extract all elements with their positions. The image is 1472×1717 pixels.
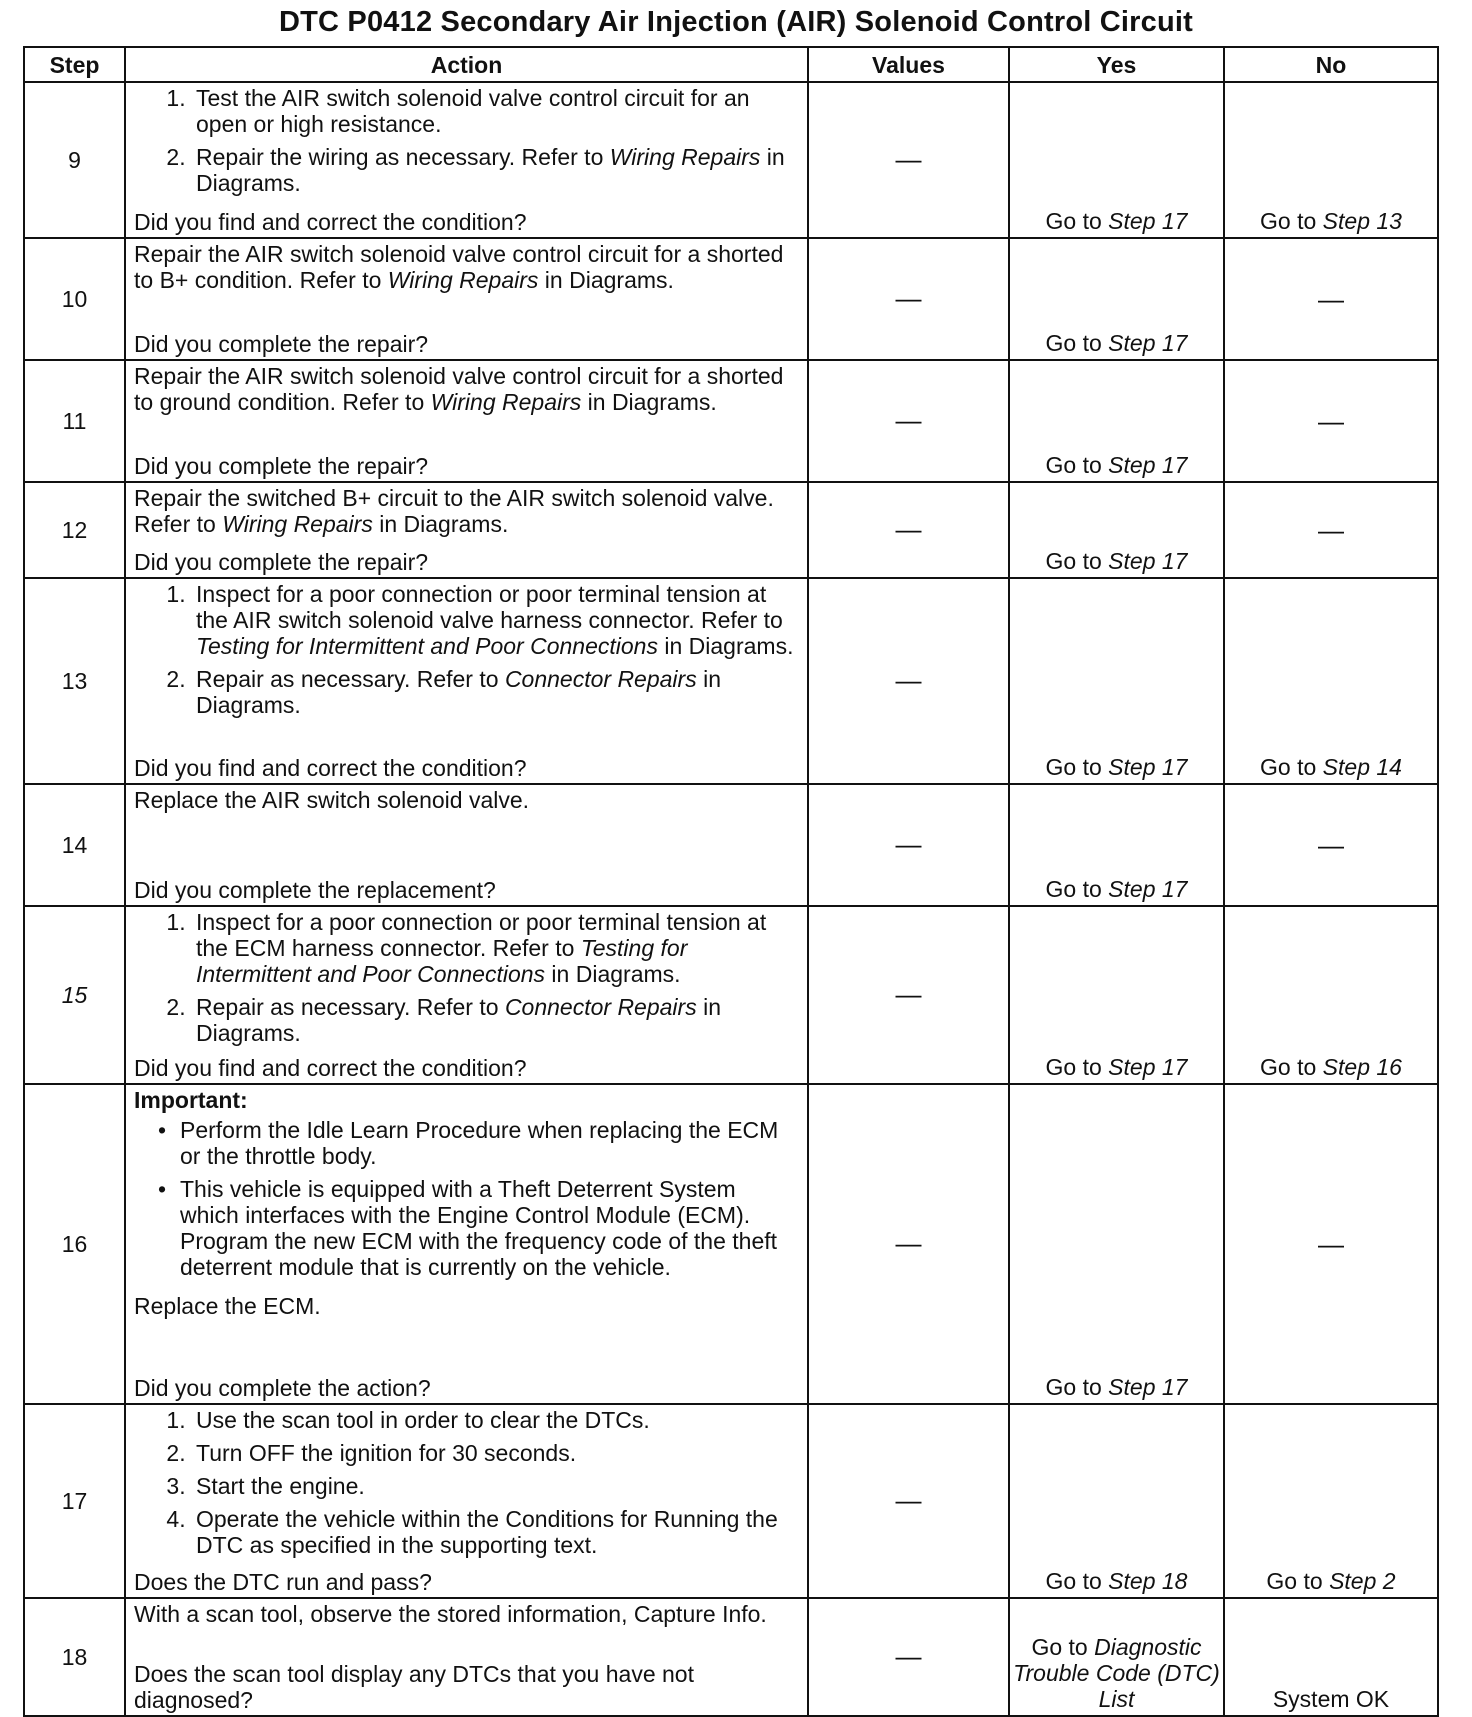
list-item: 2. Turn OFF the ignition for 30 seconds.	[192, 1440, 799, 1466]
header-yes: Yes	[1009, 47, 1224, 82]
values-cell: —	[808, 238, 1009, 360]
no-step-link[interactable]: Step 14	[1322, 754, 1402, 781]
step-number: 11	[24, 360, 125, 482]
step-number: 14	[24, 784, 125, 906]
action-cell	[125, 360, 808, 482]
action-question: Did you complete the action?	[134, 1375, 431, 1402]
no-cell: System OK	[1224, 1598, 1438, 1716]
action-text: Replace the ECM.	[134, 1292, 321, 1319]
no-cell: —	[1224, 360, 1438, 482]
header-values: Values	[808, 47, 1009, 82]
important-label: Important:	[134, 1087, 248, 1113]
action-question: Did you find and correct the condition?	[134, 755, 527, 782]
action-cell	[125, 1404, 808, 1598]
header-row	[24, 47, 1438, 82]
no-cell: —	[1224, 238, 1438, 360]
values-cell: —	[808, 784, 1009, 906]
values-cell: —	[808, 82, 1009, 238]
action-question: Did you find and correct the condition?	[134, 1055, 527, 1082]
no-cell: Go to Step 14	[1224, 578, 1438, 784]
header-action: Action	[125, 47, 808, 82]
yes-step-link[interactable]: Step 17	[1108, 754, 1188, 781]
action-question: Did you complete the repair?	[134, 453, 429, 480]
list-item: 2. Repair as necessary. Refer to Connector Repairs in Diagrams.	[192, 994, 799, 1046]
action-cell	[125, 482, 808, 578]
action-text: Repair the switched B+ circuit to the AIR switch solenoid valve. Refer to Wiring Repairs in Diagrams.	[134, 485, 774, 537]
table-row	[24, 1598, 1438, 1716]
list-item: • This vehicle is equipped with a Theft Deterrent System which interfaces with the Engine Control Module (ECM). Program the new ECM with the frequency code of the theft deterrent module that is currently on the vehicle.	[180, 1176, 799, 1280]
values-cell: —	[808, 360, 1009, 482]
no-step-link[interactable]: Step 16	[1322, 1054, 1402, 1081]
values-cell: —	[808, 1598, 1009, 1716]
table-row	[24, 578, 1438, 784]
yes-cell: Go to Step 17	[1009, 82, 1224, 238]
important-notes	[134, 1117, 799, 1287]
action-cell	[125, 1084, 808, 1404]
no-cell: —	[1224, 784, 1438, 906]
yes-step-link[interactable]: Step 17	[1108, 876, 1188, 903]
yes-cell: Go to Diagnostic Trouble Code (DTC) List	[1009, 1598, 1224, 1716]
list-item: 2. Repair the wiring as necessary. Refer to Wiring Repairs in Diagrams.	[192, 144, 799, 196]
step-number: 9	[24, 82, 125, 238]
values-cell: —	[808, 906, 1009, 1084]
action-cell	[125, 82, 808, 238]
no-cell: Go to Step 2	[1224, 1404, 1438, 1598]
action-question: Does the scan tool display any DTCs that you have not diagnosed?	[134, 1661, 694, 1714]
table-row	[24, 238, 1438, 360]
list-item: 1. Inspect for a poor connection or poor terminal tension at the AIR switch solenoid valve harness connector. Refer to Testing for Intermittent and Poor Connections in Diagrams.	[192, 581, 799, 659]
action-text: Repair the AIR switch solenoid valve control circuit for a shorted to B+ condition. Refer to Wiring Repairs in Diagrams.	[134, 241, 784, 293]
yes-cell: Go to Step 17	[1009, 784, 1224, 906]
yes-cell: Go to Step 17	[1009, 906, 1224, 1084]
values-cell: —	[808, 1404, 1009, 1598]
values-cell: —	[808, 578, 1009, 784]
yes-cell: Go to Step 17	[1009, 238, 1224, 360]
list-item: 3. Start the engine.	[192, 1473, 799, 1499]
step-number: 17	[24, 1404, 125, 1598]
header-step: Step	[24, 47, 125, 82]
step-number: 16	[24, 1084, 125, 1404]
step-number: 18	[24, 1598, 125, 1716]
yes-cell: Go to Step 18	[1009, 1404, 1224, 1598]
yes-target-link[interactable]: Diagnostic Trouble Code (DTC) List	[1013, 1634, 1220, 1713]
list-item: 4. Operate the vehicle within the Conditions for Running the DTC as specified in the supporting text.	[192, 1506, 799, 1558]
list-item: • Perform the Idle Learn Procedure when replacing the ECM or the throttle body.	[180, 1117, 799, 1169]
action-cell	[125, 238, 808, 360]
step-number: 15	[24, 906, 125, 1084]
list-item: 1. Use the scan tool in order to clear the DTCs.	[192, 1407, 799, 1433]
table-row	[24, 906, 1438, 1084]
no-step-link[interactable]: Step 13	[1322, 208, 1402, 235]
table-row	[24, 784, 1438, 906]
table-row	[24, 482, 1438, 578]
action-list	[134, 85, 799, 199]
diagnostic-table	[23, 46, 1439, 1717]
action-cell	[125, 784, 808, 906]
action-cell	[125, 578, 808, 784]
yes-step-link[interactable]: Step 17	[1108, 1374, 1188, 1401]
action-list	[134, 909, 799, 1049]
table-row	[24, 1404, 1438, 1598]
action-cell	[125, 906, 808, 1084]
values-cell: —	[808, 1084, 1009, 1404]
yes-step-link[interactable]: Step 17	[1108, 452, 1188, 479]
action-text: With a scan tool, observe the stored information, Capture Info.	[134, 1601, 767, 1627]
action-question: Did you find and correct the condition?	[134, 209, 527, 236]
table-row	[24, 360, 1438, 482]
yes-cell: Go to Step 17	[1009, 1084, 1224, 1404]
yes-cell: Go to Step 17	[1009, 578, 1224, 784]
yes-cell: Go to Step 17	[1009, 360, 1224, 482]
yes-cell: Go to Step 17	[1009, 482, 1224, 578]
no-cell: Go to Step 13	[1224, 82, 1438, 238]
yes-step-link[interactable]: Step 17	[1108, 548, 1188, 575]
list-item: 1. Inspect for a poor connection or poor terminal tension at the ECM harness connector. Refer to Testing for Intermittent and Poor Connections in Diagrams.	[192, 909, 799, 987]
yes-step-link[interactable]: Step 17	[1108, 1054, 1188, 1081]
table-row	[24, 82, 1438, 238]
no-cell: —	[1224, 1084, 1438, 1404]
no-cell: Go to Step 16	[1224, 906, 1438, 1084]
step-number: 10	[24, 238, 125, 360]
header-no: No	[1224, 47, 1438, 82]
action-question: Does the DTC run and pass?	[134, 1569, 432, 1596]
action-text: Replace the AIR switch solenoid valve.	[134, 787, 530, 813]
no-step-link[interactable]: Step 2	[1329, 1568, 1396, 1595]
action-question: Did you complete the repair?	[134, 549, 429, 576]
action-list	[134, 1407, 799, 1561]
step-number: 12	[24, 482, 125, 578]
action-text: Repair the AIR switch solenoid valve control circuit for a shorted to ground condition. Refer to Wiring Repairs in Diagrams.	[134, 363, 784, 415]
yes-step-link[interactable]: Step 17	[1108, 330, 1188, 357]
yes-step-link[interactable]: Step 18	[1108, 1568, 1188, 1595]
list-item: 2. Repair as necessary. Refer to Connector Repairs in Diagrams.	[192, 666, 799, 718]
list-item: 1. Test the AIR switch solenoid valve control circuit for an open or high resistance.	[192, 85, 799, 137]
action-question: Did you complete the replacement?	[134, 877, 496, 904]
yes-step-link[interactable]: Step 17	[1108, 208, 1188, 235]
action-question: Did you complete the repair?	[134, 331, 429, 358]
step-number: 13	[24, 578, 125, 784]
no-cell: —	[1224, 482, 1438, 578]
action-list	[134, 581, 799, 721]
table-row	[24, 1084, 1438, 1404]
values-cell: —	[808, 482, 1009, 578]
document-title: DTC P0412 Secondary Air Injection (AIR) Solenoid Control Circuit	[278, 6, 1194, 38]
action-cell	[125, 1598, 808, 1716]
